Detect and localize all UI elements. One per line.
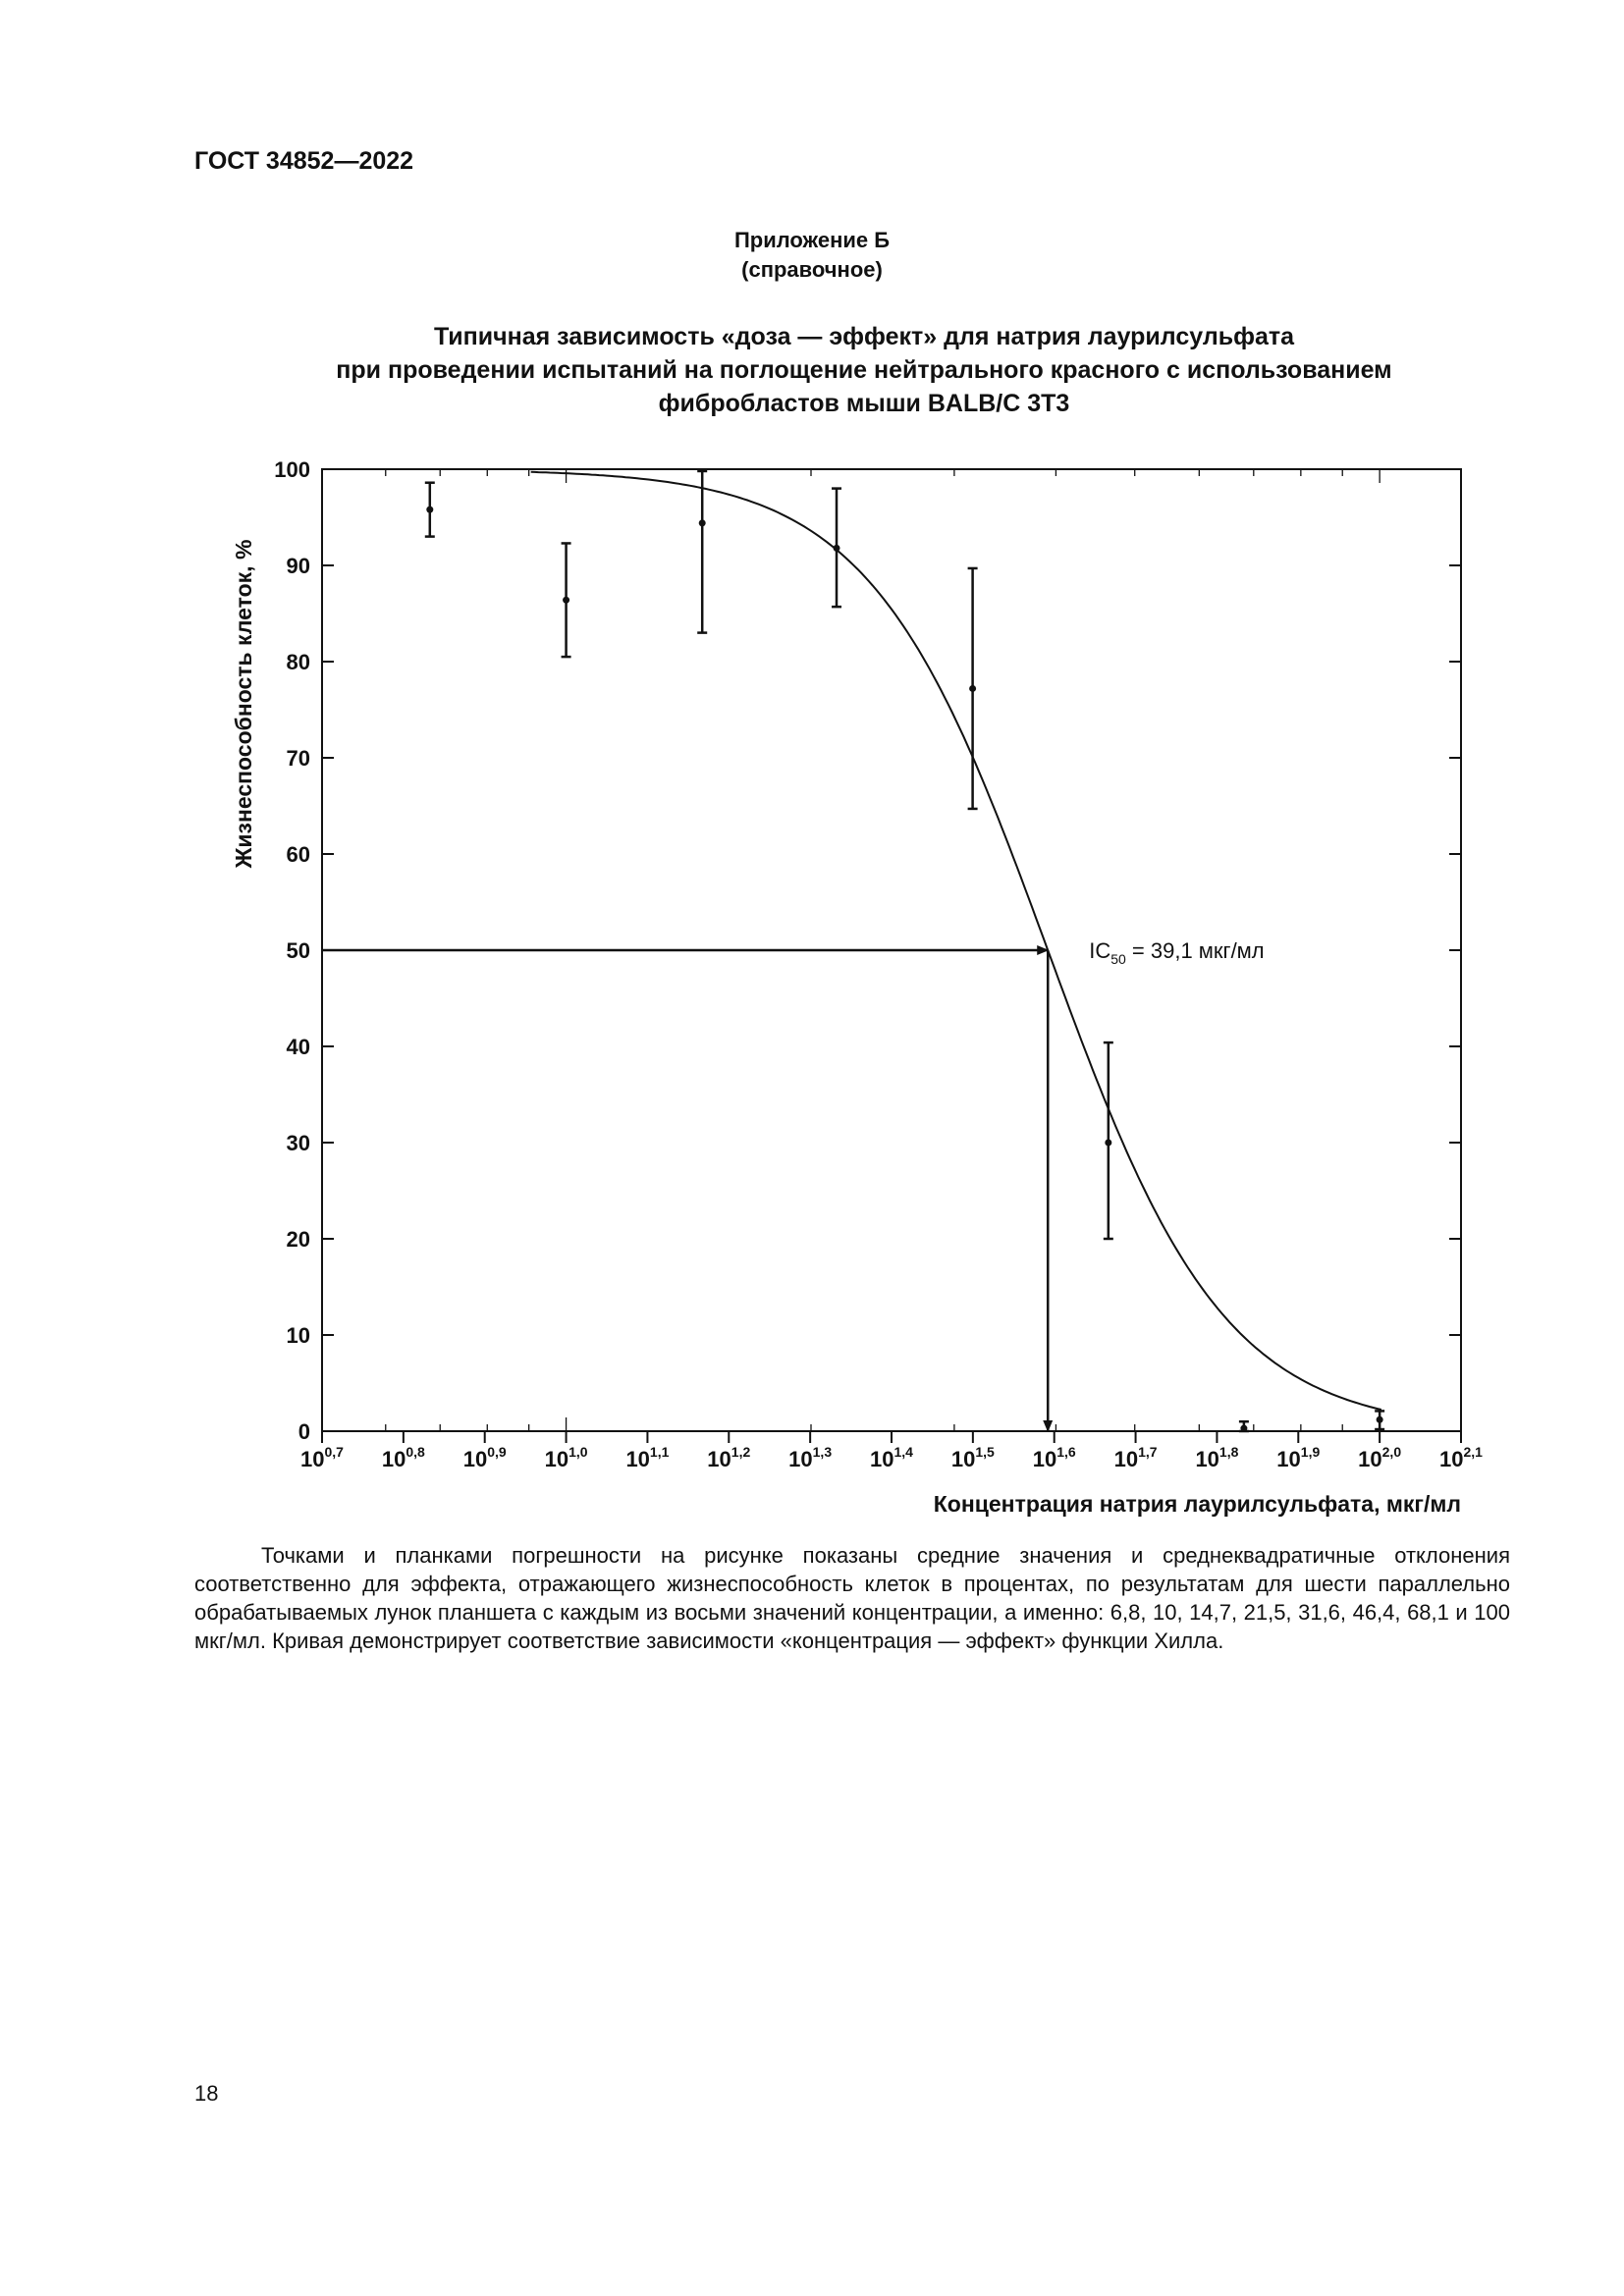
figure-caption-text: Точками и планками погрешности на рисунке показаны средние значения и среднеквадратичные отклонения соответственно для эффекта, отражающего жизнеспособность клеток в процентах, по результатам для шести параллельно обрабатываемых лунок планшета с каждым из восьми значений концентрации, а именно: 6,8, 10, 14,7, 21,5, 31,6, 46,4, 68,1 и 100 мкг/мл. Кривая демонстрирует соответствие зависимости «концентрация — эффект» функции Хилла. [194,1543,1510,1653]
point-marker [1240,1425,1247,1432]
x-tick-label: 10$^{0,7}$ [300,1444,344,1471]
x-tick-label: 10$^{2,1}$ [1439,1444,1483,1471]
x-axis-label: Концентрация натрия лаурилсульфата, мкг/мл [933,1491,1461,1517]
y-tick-label: 100 [274,457,310,482]
point-marker [426,507,433,513]
data-point [1104,1042,1113,1239]
y-tick-label: 20 [286,1227,310,1252]
x-tick-label: 10$^{1,2}$ [707,1444,751,1471]
x-tick-label: 10$^{1,5}$ [950,1444,995,1471]
figure-title-line-3: фибробластов мыши BALB/C 3T3 [658,390,1070,417]
y-tick-label: 70 [286,746,310,771]
data-point [562,543,571,657]
y-tick-label: 50 [286,938,310,963]
x-tick-label: 10$^{0,8}$ [381,1444,425,1471]
y-tick-label: 30 [286,1131,310,1155]
point-marker [563,597,569,604]
x-tick-label: 10$^{1,6}$ [1032,1444,1076,1471]
y-tick-label: 60 [286,842,310,867]
data-point [1239,1421,1249,1431]
y-tick-label: 0 [298,1419,310,1444]
data-point [697,471,707,633]
point-marker [834,545,840,552]
point-marker [1377,1416,1383,1423]
figure-title-line-2: при проведении испытаний на поглощение нейтрального красного с использованием [336,356,1392,384]
data-point [968,568,978,809]
figure-caption [194,1541,1510,1655]
point-marker [699,519,706,526]
ic50-annotation: $IC_{50} = 39,1$ мкг/мл [1089,938,1265,967]
x-tick-label: 10$^{1,3}$ [788,1444,833,1471]
x-tick-label: 10$^{1,1}$ [625,1444,670,1471]
y-tick-label: 80 [286,650,310,674]
x-tick-label: 10$^{1,7}$ [1113,1444,1158,1471]
x-tick-label: 10$^{0,9}$ [462,1444,507,1471]
data-point [1375,1411,1384,1429]
figure-title-line-1: Типичная зависимость «доза — эффект» для натрия лаурилсульфата [433,323,1295,350]
point-marker [969,685,976,692]
y-tick-label: 40 [286,1035,310,1059]
point-marker [1105,1140,1111,1147]
x-tick-label: 10$^{1,0}$ [544,1444,588,1471]
annex-kind: (справочное) [741,257,883,282]
x-tick-label: 10$^{1,8}$ [1195,1444,1239,1471]
y-axis-label: Жизнеспособность клеток, % [231,539,256,869]
page-number: 18 [194,2081,219,2106]
annex-title: Приложение Б [733,228,891,252]
y-tick-label: 90 [286,554,310,578]
y-tick-label: 10 [286,1323,310,1348]
x-tick-label: 10$^{1,4}$ [870,1444,913,1471]
x-tick-label: 10$^{2,0}$ [1358,1444,1402,1471]
x-tick-label: 10$^{1,9}$ [1276,1444,1321,1471]
document-header: ГОСТ 34852—2022 [194,147,414,175]
data-point [425,483,435,537]
